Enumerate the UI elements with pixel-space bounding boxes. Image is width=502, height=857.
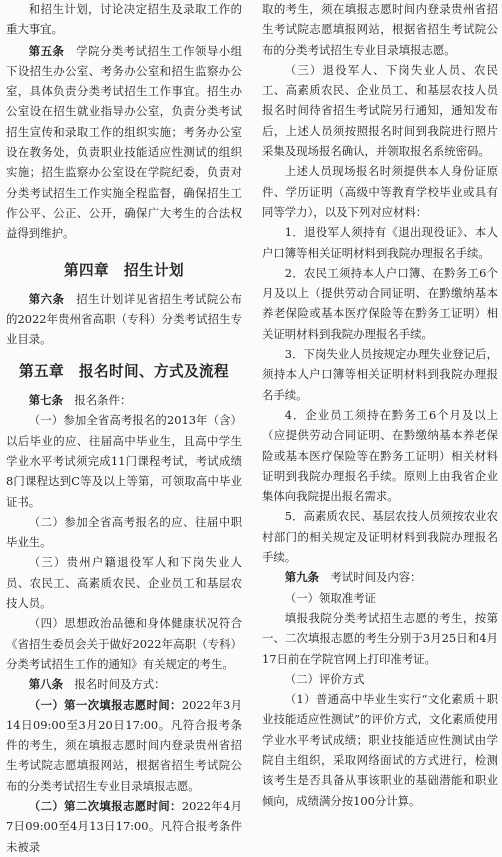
article-5-text: 学院分类考试招生工作领导小组下设招生办公室、考务办公室和招生监察办公室，具体负责分类考试招生工作事宜。招生办公室设在招生就业指导办公室，负责分类考试招生宣传和录取工作的组织实施；考务办公室设在教务处，负责职业技能适应性测试的组织实施；招生监察办公室设在学院纪委，负责对分类考试招生工作实施全程监督，确保招生工作公平、公正、公开，确保广大考生的合法权益得到维护。 xyxy=(6,43,242,241)
condition-1: （一）参加全省高考报名的2013年（含）以后毕业的应、往届高中毕业生，且高中学生学业水平考试须完成11门课程考试，考试成绩8门课程达到C等及以上等第，可领取高中毕业证书。 xyxy=(6,413,242,509)
material-4: 4．企业员工须持在黔务工6个月及以上（应提供劳动合同证明、在黔缴纳基本养老保险或基本医疗保险等在黔务工证明）相关材料证明到我院办理报名手续。原则上由我省企业集体向我院提出报名需求。 xyxy=(262,407,498,504)
material-2: 2．农民工须持本人户口簿、在黔务工6个月及以上（提供劳动合同证明、在黔缴纳基本养老保险或基本医疗保险等在黔务工证明）相关证明材料到我院办理报名手续。 xyxy=(262,265,498,341)
material-3: 3．下岗失业人员按规定办理失业登记后，须持本人户口簿等相关证明材料到我院办理报名手续。 xyxy=(262,347,498,402)
article-8-label: 第八条 xyxy=(28,677,63,692)
condition-3: （三）贵州户籍退役军人和下岗失业人员、农民工、高素质农民、企业员工和基层农技人员。 xyxy=(6,555,242,611)
time-1-label: （一）第一次填报志愿时间： xyxy=(28,697,182,712)
admission-ticket-heading: （一）领取准考证 xyxy=(284,590,376,605)
time-2-label: （二）第二次填报志愿时间： xyxy=(28,798,182,813)
article-9 xyxy=(262,567,498,587)
condition-4: （四）思想政治品德和身体健康状况符合《省招生委员会关于做好2022年高职（专科）分类考试招生工作的通知》有关规定的考生。 xyxy=(6,616,242,671)
article-5-label: 第五条 xyxy=(28,43,65,58)
article-6 xyxy=(6,289,242,350)
article-9-text: 考试时间及内容： xyxy=(330,570,422,585)
time-1 xyxy=(6,695,242,796)
time-2-text: 2022年4月7日09:00至4月13日17:00。凡符合报考条件未被录 xyxy=(6,798,242,854)
material-5: 5．高素质农民、基层农技人员须按农业农村部门的相关规定及证明材料到我院办理报名手续。 xyxy=(262,509,498,565)
paragraph-continued: 取的考生，须在填报志愿时间内登录贵州省招生考试院志愿填报网站，根据省招生考试院公布的分类考试招生专业目录填报志愿。 xyxy=(262,2,498,57)
time-2 xyxy=(6,796,242,857)
condition-2: （二）参加全省高考报名的应、往届中职毕业生。 xyxy=(6,514,242,550)
right-column xyxy=(262,0,498,811)
left-column xyxy=(6,0,242,857)
material-1: 1．退役军人须持有《退出现役证》、本人户口簿等相关证明材料到我院办理报名手续。 xyxy=(262,225,498,260)
time-1-text: 2022年3月14日09:00至3月20日17:00。凡符合报考条件的考生，须在填报志愿时间内登录贵州省招生考试院志愿填报网站，根据省招生考试院公布的分类考试招生专业目录填报志愿。 xyxy=(6,697,242,793)
paragraph-intro: 和招生计划，讨论决定招生及录取工作的重大事宜。 xyxy=(6,2,242,37)
evaluation-text: （1）普通高中毕业生实行“文化素质＋职业技能适应性测试”的评价方式，文化素质使用学业水平考试成绩；职业技能适应性测试由学院自主组织，采取网络面试的方式进行，检测该考生是否具备从事该职业的基础潜能和职业倾向，成绩满分按100分计算。 xyxy=(262,692,498,808)
article-7-text: 报名条件： xyxy=(74,393,132,408)
article-8-text: 报名时间及方式： xyxy=(74,677,166,692)
article-8 xyxy=(6,674,242,694)
article-9-label: 第九条 xyxy=(284,570,319,585)
materials-intro: 上述人员现场报名时须提供本人身份证原件、学历证明（高级中等教育学校毕业或具有同等学力），以及下列对应材料： xyxy=(262,164,498,219)
article-6-text: 招生计划详见省招生考试院公布的2022年贵州省高职（专科）分类考试招生专业目录。 xyxy=(6,291,242,347)
chapter-4-title: 第四章 招生计划 xyxy=(64,261,184,279)
article-7-label: 第七条 xyxy=(28,393,63,408)
admission-ticket-text: 填报我院分类考试招生志愿的考生，按第一、二次填报志愿的考生分别于3月25日和4月17日前在学院官网上打印准考证。 xyxy=(262,610,498,666)
article-6-label: 第六条 xyxy=(28,291,65,306)
article-5 xyxy=(6,41,242,244)
article-7 xyxy=(6,390,242,410)
chapter-5-title: 第五章 报名时间、方式及流程 xyxy=(19,362,229,380)
evaluation-heading: （二）评价方式 xyxy=(284,671,365,686)
time-3: （三）退役军人、下岗失业人员、农民工、高素质农民、企业员工、和基层农技人员报名时间待省招生考试院另行通知，通知发布后，上述人员须按照报名时间到我院进行照片采集及现场报名确认，并领取报名系统密码。 xyxy=(262,62,498,159)
